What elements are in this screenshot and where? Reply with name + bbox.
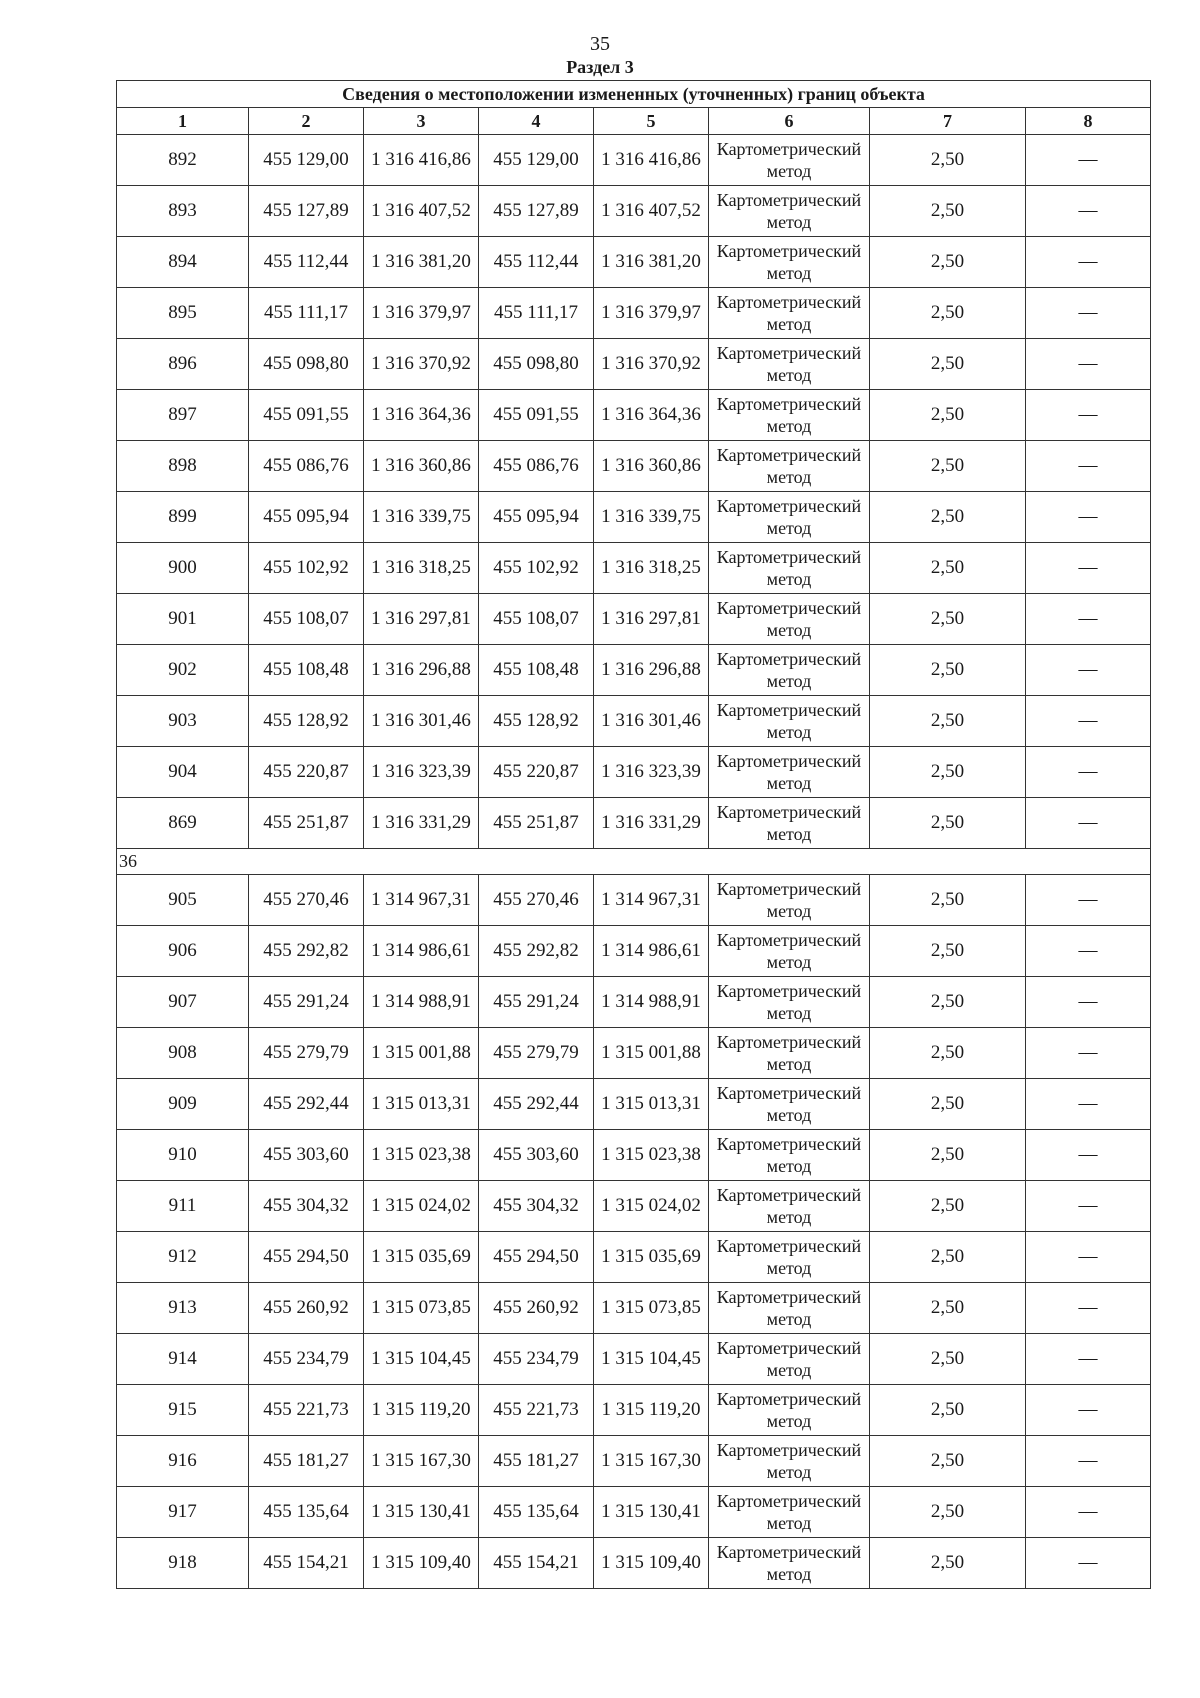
accuracy-cell: 2,50	[870, 926, 1026, 977]
new-x-cell: 455 221,73	[479, 1385, 594, 1436]
table-row	[117, 543, 1151, 594]
description-cell: —	[1026, 339, 1151, 390]
existing-y-cell: 1 315 024,02	[364, 1181, 479, 1232]
point-number-cell: 910	[117, 1130, 249, 1181]
new-x-cell: 455 294,50	[479, 1232, 594, 1283]
existing-y-cell: 1 315 109,40	[364, 1538, 479, 1589]
new-x-cell: 455 181,27	[479, 1436, 594, 1487]
accuracy-cell: 2,50	[870, 339, 1026, 390]
existing-x-cell: 455 108,07	[249, 594, 364, 645]
description-cell: —	[1026, 186, 1151, 237]
accuracy-cell: 2,50	[870, 1232, 1026, 1283]
existing-x-cell: 455 221,73	[249, 1385, 364, 1436]
method-cell: Картометрический метод	[709, 288, 870, 339]
description-cell: —	[1026, 798, 1151, 849]
point-number-cell: 916	[117, 1436, 249, 1487]
existing-x-cell: 455 108,48	[249, 645, 364, 696]
point-number-cell: 896	[117, 339, 249, 390]
new-y-cell: 1 315 109,40	[594, 1538, 709, 1589]
accuracy-cell: 2,50	[870, 696, 1026, 747]
method-cell: Картометрический метод	[709, 1487, 870, 1538]
existing-x-cell: 455 102,92	[249, 543, 364, 594]
point-number-cell: 909	[117, 1079, 249, 1130]
existing-y-cell: 1 316 360,86	[364, 441, 479, 492]
table-caption-row	[117, 81, 1151, 108]
existing-y-cell: 1 316 331,29	[364, 798, 479, 849]
description-cell: —	[1026, 543, 1151, 594]
method-cell: Картометрический метод	[709, 543, 870, 594]
new-x-cell: 455 098,80	[479, 339, 594, 390]
table-row	[117, 1130, 1151, 1181]
description-cell: —	[1026, 1334, 1151, 1385]
method-cell: Картометрический метод	[709, 798, 870, 849]
method-cell: Картометрический метод	[709, 1334, 870, 1385]
method-cell: Картометрический метод	[709, 492, 870, 543]
description-cell: —	[1026, 1028, 1151, 1079]
new-y-cell: 1 316 339,75	[594, 492, 709, 543]
new-y-cell: 1 314 967,31	[594, 875, 709, 926]
new-x-cell: 455 127,89	[479, 186, 594, 237]
existing-x-cell: 455 291,24	[249, 977, 364, 1028]
existing-x-cell: 455 270,46	[249, 875, 364, 926]
existing-x-cell: 455 111,17	[249, 288, 364, 339]
point-number-cell: 911	[117, 1181, 249, 1232]
new-y-cell: 1 316 370,92	[594, 339, 709, 390]
new-x-cell: 455 086,76	[479, 441, 594, 492]
existing-y-cell: 1 315 035,69	[364, 1232, 479, 1283]
description-cell: —	[1026, 696, 1151, 747]
existing-y-cell: 1 315 073,85	[364, 1283, 479, 1334]
new-x-cell: 455 303,60	[479, 1130, 594, 1181]
point-number-cell: 903	[117, 696, 249, 747]
method-cell: Картометрический метод	[709, 1130, 870, 1181]
point-number-cell: 918	[117, 1538, 249, 1589]
new-y-cell: 1 316 296,88	[594, 645, 709, 696]
method-cell: Картометрический метод	[709, 977, 870, 1028]
accuracy-cell: 2,50	[870, 1181, 1026, 1232]
table-row	[117, 798, 1151, 849]
new-x-cell: 455 220,87	[479, 747, 594, 798]
point-number-cell: 912	[117, 1232, 249, 1283]
new-y-cell: 1 316 297,81	[594, 594, 709, 645]
accuracy-cell: 2,50	[870, 237, 1026, 288]
column-number: 7	[870, 108, 1026, 135]
new-y-cell: 1 316 416,86	[594, 135, 709, 186]
new-x-cell: 455 112,44	[479, 237, 594, 288]
new-x-cell: 455 111,17	[479, 288, 594, 339]
existing-y-cell: 1 316 416,86	[364, 135, 479, 186]
description-cell: —	[1026, 1130, 1151, 1181]
coordinates-table	[116, 80, 1151, 1589]
method-cell: Картометрический метод	[709, 441, 870, 492]
accuracy-cell: 2,50	[870, 135, 1026, 186]
point-number-cell: 897	[117, 390, 249, 441]
existing-y-cell: 1 316 379,97	[364, 288, 479, 339]
method-cell: Картометрический метод	[709, 926, 870, 977]
point-number-cell: 901	[117, 594, 249, 645]
existing-x-cell: 455 112,44	[249, 237, 364, 288]
method-cell: Картометрический метод	[709, 1436, 870, 1487]
existing-y-cell: 1 314 986,61	[364, 926, 479, 977]
method-cell: Картометрический метод	[709, 747, 870, 798]
description-cell: —	[1026, 1181, 1151, 1232]
table-row	[117, 1181, 1151, 1232]
method-cell: Картометрический метод	[709, 594, 870, 645]
table-row	[117, 696, 1151, 747]
existing-x-cell: 455 304,32	[249, 1181, 364, 1232]
method-cell: Картометрический метод	[709, 1079, 870, 1130]
existing-x-cell: 455 128,92	[249, 696, 364, 747]
existing-y-cell: 1 316 364,36	[364, 390, 479, 441]
existing-x-cell: 455 220,87	[249, 747, 364, 798]
accuracy-cell: 2,50	[870, 594, 1026, 645]
existing-x-cell: 455 181,27	[249, 1436, 364, 1487]
existing-x-cell: 455 098,80	[249, 339, 364, 390]
new-y-cell: 1 315 024,02	[594, 1181, 709, 1232]
new-x-cell: 455 108,48	[479, 645, 594, 696]
method-cell: Картометрический метод	[709, 339, 870, 390]
new-y-cell: 1 315 023,38	[594, 1130, 709, 1181]
method-cell: Картометрический метод	[709, 875, 870, 926]
point-number-cell: 914	[117, 1334, 249, 1385]
new-y-cell: 1 315 167,30	[594, 1436, 709, 1487]
column-number: 5	[594, 108, 709, 135]
existing-x-cell: 455 279,79	[249, 1028, 364, 1079]
new-y-cell: 1 316 301,46	[594, 696, 709, 747]
table-row	[117, 339, 1151, 390]
existing-x-cell: 455 294,50	[249, 1232, 364, 1283]
description-cell: —	[1026, 875, 1151, 926]
new-y-cell: 1 316 381,20	[594, 237, 709, 288]
table-row	[117, 1487, 1151, 1538]
new-y-cell: 1 314 986,61	[594, 926, 709, 977]
existing-x-cell: 455 135,64	[249, 1487, 364, 1538]
table-row	[117, 594, 1151, 645]
accuracy-cell: 2,50	[870, 798, 1026, 849]
new-y-cell: 1 315 073,85	[594, 1283, 709, 1334]
existing-x-cell: 455 086,76	[249, 441, 364, 492]
accuracy-cell: 2,50	[870, 1385, 1026, 1436]
point-number-cell: 869	[117, 798, 249, 849]
table-row	[117, 390, 1151, 441]
existing-x-cell: 455 251,87	[249, 798, 364, 849]
method-cell: Картометрический метод	[709, 1538, 870, 1589]
point-number-cell: 904	[117, 747, 249, 798]
new-y-cell: 1 316 318,25	[594, 543, 709, 594]
existing-y-cell: 1 315 023,38	[364, 1130, 479, 1181]
description-cell: —	[1026, 492, 1151, 543]
description-cell: —	[1026, 1283, 1151, 1334]
new-y-cell: 1 315 104,45	[594, 1334, 709, 1385]
accuracy-cell: 2,50	[870, 1028, 1026, 1079]
accuracy-cell: 2,50	[870, 1079, 1026, 1130]
description-cell: —	[1026, 747, 1151, 798]
new-x-cell: 455 108,07	[479, 594, 594, 645]
description-cell: —	[1026, 237, 1151, 288]
table-row	[117, 1028, 1151, 1079]
new-x-cell: 455 091,55	[479, 390, 594, 441]
description-cell: —	[1026, 288, 1151, 339]
description-cell: —	[1026, 926, 1151, 977]
method-cell: Картометрический метод	[709, 186, 870, 237]
description-cell: —	[1026, 1487, 1151, 1538]
description-cell: —	[1026, 441, 1151, 492]
new-x-cell: 455 129,00	[479, 135, 594, 186]
table-body	[117, 81, 1151, 1589]
existing-y-cell: 1 315 013,31	[364, 1079, 479, 1130]
point-number-cell: 905	[117, 875, 249, 926]
accuracy-cell: 2,50	[870, 1436, 1026, 1487]
accuracy-cell: 2,50	[870, 875, 1026, 926]
existing-y-cell: 1 314 967,31	[364, 875, 479, 926]
table-row	[117, 186, 1151, 237]
existing-y-cell: 1 316 370,92	[364, 339, 479, 390]
column-number: 4	[479, 108, 594, 135]
point-number-cell: 917	[117, 1487, 249, 1538]
table-row	[117, 288, 1151, 339]
point-number-cell: 899	[117, 492, 249, 543]
point-number-cell: 894	[117, 237, 249, 288]
method-cell: Картометрический метод	[709, 1283, 870, 1334]
page-break-row	[117, 849, 1151, 875]
existing-x-cell: 455 154,21	[249, 1538, 364, 1589]
section-title: Раздел 3	[566, 57, 634, 77]
point-number-cell: 895	[117, 288, 249, 339]
new-x-cell: 455 154,21	[479, 1538, 594, 1589]
accuracy-cell: 2,50	[870, 747, 1026, 798]
new-y-cell: 1 316 379,97	[594, 288, 709, 339]
new-x-cell: 455 128,92	[479, 696, 594, 747]
existing-y-cell: 1 315 167,30	[364, 1436, 479, 1487]
accuracy-cell: 2,50	[870, 1334, 1026, 1385]
existing-y-cell: 1 316 407,52	[364, 186, 479, 237]
point-number-cell: 893	[117, 186, 249, 237]
description-cell: —	[1026, 594, 1151, 645]
new-y-cell: 1 316 360,86	[594, 441, 709, 492]
column-number: 6	[709, 108, 870, 135]
method-cell: Картометрический метод	[709, 237, 870, 288]
column-number: 2	[249, 108, 364, 135]
new-x-cell: 455 270,46	[479, 875, 594, 926]
description-cell: —	[1026, 977, 1151, 1028]
new-y-cell: 1 316 331,29	[594, 798, 709, 849]
description-cell: —	[1026, 1385, 1151, 1436]
method-cell: Картометрический метод	[709, 1232, 870, 1283]
existing-y-cell: 1 314 988,91	[364, 977, 479, 1028]
page-break-label: 36	[117, 849, 1151, 875]
table-row	[117, 926, 1151, 977]
accuracy-cell: 2,50	[870, 186, 1026, 237]
existing-y-cell: 1 316 296,88	[364, 645, 479, 696]
point-number-cell: 902	[117, 645, 249, 696]
point-number-cell: 908	[117, 1028, 249, 1079]
existing-y-cell: 1 315 130,41	[364, 1487, 479, 1538]
table-row	[117, 441, 1151, 492]
existing-x-cell: 455 127,89	[249, 186, 364, 237]
new-x-cell: 455 291,24	[479, 977, 594, 1028]
new-x-cell: 455 135,64	[479, 1487, 594, 1538]
existing-y-cell: 1 316 318,25	[364, 543, 479, 594]
method-cell: Картометрический метод	[709, 1181, 870, 1232]
accuracy-cell: 2,50	[870, 1538, 1026, 1589]
table-row	[117, 1283, 1151, 1334]
accuracy-cell: 2,50	[870, 288, 1026, 339]
table-row	[117, 1436, 1151, 1487]
point-number-cell: 892	[117, 135, 249, 186]
new-x-cell: 455 292,82	[479, 926, 594, 977]
description-cell: —	[1026, 1232, 1151, 1283]
existing-y-cell: 1 316 339,75	[364, 492, 479, 543]
description-cell: —	[1026, 1538, 1151, 1589]
existing-y-cell: 1 315 119,20	[364, 1385, 479, 1436]
description-cell: —	[1026, 1436, 1151, 1487]
new-x-cell: 455 279,79	[479, 1028, 594, 1079]
new-y-cell: 1 315 035,69	[594, 1232, 709, 1283]
new-y-cell: 1 315 013,31	[594, 1079, 709, 1130]
point-number-cell: 898	[117, 441, 249, 492]
accuracy-cell: 2,50	[870, 645, 1026, 696]
existing-x-cell: 455 303,60	[249, 1130, 364, 1181]
existing-x-cell: 455 129,00	[249, 135, 364, 186]
page-number: 35	[590, 33, 610, 55]
column-number-row	[117, 108, 1151, 135]
method-cell: Картометрический метод	[709, 1028, 870, 1079]
existing-x-cell: 455 095,94	[249, 492, 364, 543]
point-number-cell: 915	[117, 1385, 249, 1436]
new-x-cell: 455 095,94	[479, 492, 594, 543]
new-x-cell: 455 251,87	[479, 798, 594, 849]
point-number-cell: 907	[117, 977, 249, 1028]
accuracy-cell: 2,50	[870, 492, 1026, 543]
existing-x-cell: 455 292,44	[249, 1079, 364, 1130]
description-cell: —	[1026, 645, 1151, 696]
new-y-cell: 1 315 001,88	[594, 1028, 709, 1079]
existing-x-cell: 455 260,92	[249, 1283, 364, 1334]
new-x-cell: 455 304,32	[479, 1181, 594, 1232]
existing-x-cell: 455 091,55	[249, 390, 364, 441]
table-row	[117, 135, 1151, 186]
method-cell: Картометрический метод	[709, 1385, 870, 1436]
table-caption: Сведения о местоположении измененных (уточненных) границ объекта	[117, 81, 1151, 108]
new-x-cell: 455 292,44	[479, 1079, 594, 1130]
existing-y-cell: 1 316 323,39	[364, 747, 479, 798]
description-cell: —	[1026, 390, 1151, 441]
method-cell: Картометрический метод	[709, 645, 870, 696]
new-x-cell: 455 102,92	[479, 543, 594, 594]
accuracy-cell: 2,50	[870, 441, 1026, 492]
table-row	[117, 492, 1151, 543]
accuracy-cell: 2,50	[870, 543, 1026, 594]
method-cell: Картометрический метод	[709, 390, 870, 441]
table-row	[117, 875, 1151, 926]
existing-y-cell: 1 316 297,81	[364, 594, 479, 645]
existing-y-cell: 1 315 104,45	[364, 1334, 479, 1385]
point-number-cell: 900	[117, 543, 249, 594]
table-row	[117, 1385, 1151, 1436]
table-row	[117, 645, 1151, 696]
new-y-cell: 1 315 119,20	[594, 1385, 709, 1436]
method-cell: Картометрический метод	[709, 135, 870, 186]
table-row	[117, 1538, 1151, 1589]
existing-x-cell: 455 292,82	[249, 926, 364, 977]
new-x-cell: 455 260,92	[479, 1283, 594, 1334]
table-row	[117, 747, 1151, 798]
accuracy-cell: 2,50	[870, 1130, 1026, 1181]
accuracy-cell: 2,50	[870, 977, 1026, 1028]
existing-x-cell: 455 234,79	[249, 1334, 364, 1385]
method-cell: Картометрический метод	[709, 696, 870, 747]
column-number: 1	[117, 108, 249, 135]
table-row	[117, 977, 1151, 1028]
point-number-cell: 906	[117, 926, 249, 977]
accuracy-cell: 2,50	[870, 1283, 1026, 1334]
new-x-cell: 455 234,79	[479, 1334, 594, 1385]
description-cell: —	[1026, 135, 1151, 186]
accuracy-cell: 2,50	[870, 1487, 1026, 1538]
table-row	[117, 1079, 1151, 1130]
column-number: 8	[1026, 108, 1151, 135]
table-row	[117, 1334, 1151, 1385]
new-y-cell: 1 316 323,39	[594, 747, 709, 798]
table-row	[117, 237, 1151, 288]
new-y-cell: 1 315 130,41	[594, 1487, 709, 1538]
table-row	[117, 1232, 1151, 1283]
column-number: 3	[364, 108, 479, 135]
existing-y-cell: 1 315 001,88	[364, 1028, 479, 1079]
description-cell: —	[1026, 1079, 1151, 1130]
new-y-cell: 1 316 364,36	[594, 390, 709, 441]
new-y-cell: 1 314 988,91	[594, 977, 709, 1028]
existing-y-cell: 1 316 301,46	[364, 696, 479, 747]
accuracy-cell: 2,50	[870, 390, 1026, 441]
new-y-cell: 1 316 407,52	[594, 186, 709, 237]
point-number-cell: 913	[117, 1283, 249, 1334]
existing-y-cell: 1 316 381,20	[364, 237, 479, 288]
